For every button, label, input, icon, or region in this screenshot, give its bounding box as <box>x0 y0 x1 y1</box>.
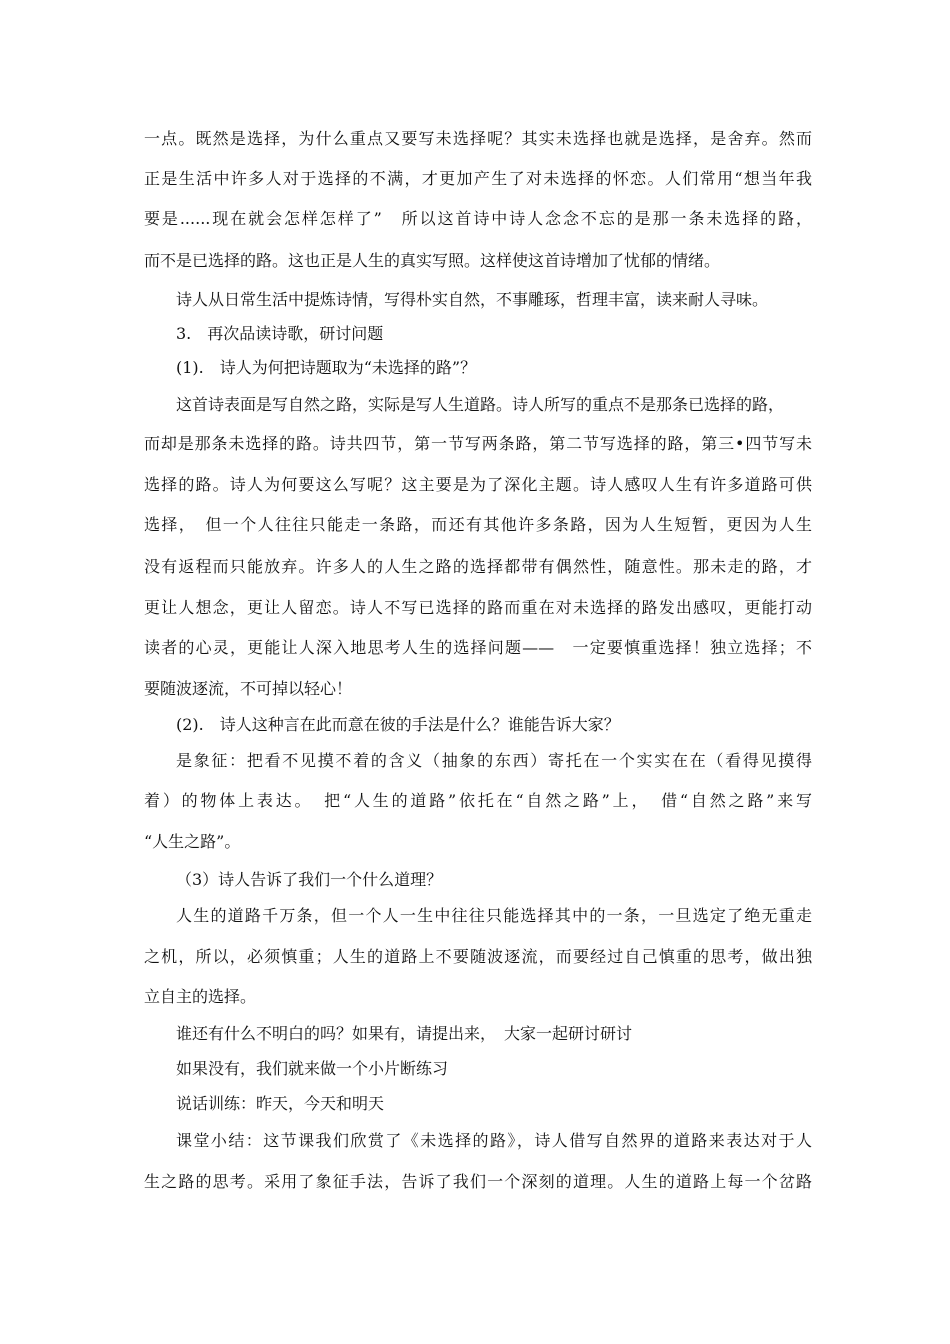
text-line: 立自主的选择。 <box>144 987 257 1006</box>
text-line: “人生之路”。 <box>144 832 241 851</box>
question-heading: （3）诗人告诉了我们一个什么道理？ <box>176 870 443 889</box>
text-line: 选择的路。诗人为何要这么写呢？这主要是为了深化主题。诗人感叹人生有许多道路可供 <box>144 475 812 494</box>
text-line: 读者的心灵，更能让人深入地思考人生的选择问题—— 一定要慎重选择！独立选择；不 <box>144 638 812 657</box>
text-line: 之机，所以，必须慎重；人生的道路上不要随波逐流，而要经过自己慎重的思考，做出独 <box>144 947 812 966</box>
question-heading: (2). 诗人这种言在此而意在彼的手法是什么？谁能告诉大家？ <box>176 715 620 734</box>
section-heading: 3. 再次品读诗歌，研讨问题 <box>176 324 384 343</box>
text-line: 一点。既然是选择，为什么重点又要写未选择呢？其实未选择也就是选择，是舍弃。然而 <box>144 129 812 148</box>
text-line: 诗人从日常生活中提炼诗情，写得朴实自然，不事雕琢，哲理丰富，读来耐人寻味。 <box>176 290 769 309</box>
text-line: 正是生活中许多人对于选择的不满，才更加产生了对未选择的怀恋。人们常用“想当年我 <box>144 169 812 188</box>
text-line: 没有返程而只能放弃。许多人的人生之路的选择都带有偶然性，随意性。那未走的路，才 <box>144 557 812 576</box>
text-line: 人生的道路千万条，但一个人一生中往往只能选择其中的一条，一旦选定了绝无重走 <box>176 906 812 925</box>
text-line: 生之路的思考。采用了象征手法，告诉了我们一个深刻的道理。人生的道路上每一个岔路 <box>144 1172 812 1191</box>
text-line: 说话训练：昨天，今天和明天 <box>176 1094 385 1113</box>
text-line: 要是......现在就会怎样怎样了” 所以这首诗中诗人念念不忘的是那一条未选择的路， <box>144 209 812 228</box>
text-line: 课堂小结：这节课我们欣赏了《未选择的路》，诗人借写自然界的道路来表达对于人 <box>176 1131 812 1150</box>
text-line: 是象征：把看不见摸不着的含义（抽象的东西）寄托在一个实实在在（看得见摸得 <box>176 751 812 770</box>
text-line: 着）的物体上表达。 把“人生的道路”依托在“自然之路”上， 借“自然之路”来写 <box>144 791 812 810</box>
text-line: 更让人想念，更让人留恋。诗人不写已选择的路而重在对未选择的路发出感叹，更能打动 <box>144 598 812 617</box>
text-line: 选择， 但一个人往往只能走一条路，而还有其他许多条路，因为人生短暂，更因为人生 <box>144 515 812 534</box>
text-line: 这首诗表面是写自然之路，实际是写人生道路。诗人所写的重点不是那条已选择的路， <box>176 395 785 414</box>
text-line: 谁还有什么不明白的吗？如果有，请提出来， 大家一起研讨研讨 <box>176 1024 633 1043</box>
text-line: 要随波逐流，不可掉以轻心！ <box>144 679 353 698</box>
text-line: 而不是已选择的路。这也正是人生的真实写照。这样使这首诗增加了忧郁的情绪。 <box>144 251 721 270</box>
text-line: 如果没有，我们就来做一个小片断练习 <box>176 1059 449 1078</box>
text-line: 而却是那条未选择的路。诗共四节，第一节写两条路，第二节写选择的路，第三•四节写未 <box>144 434 812 453</box>
question-heading: (1). 诗人为何把诗题取为“未选择的路”？ <box>176 358 477 377</box>
